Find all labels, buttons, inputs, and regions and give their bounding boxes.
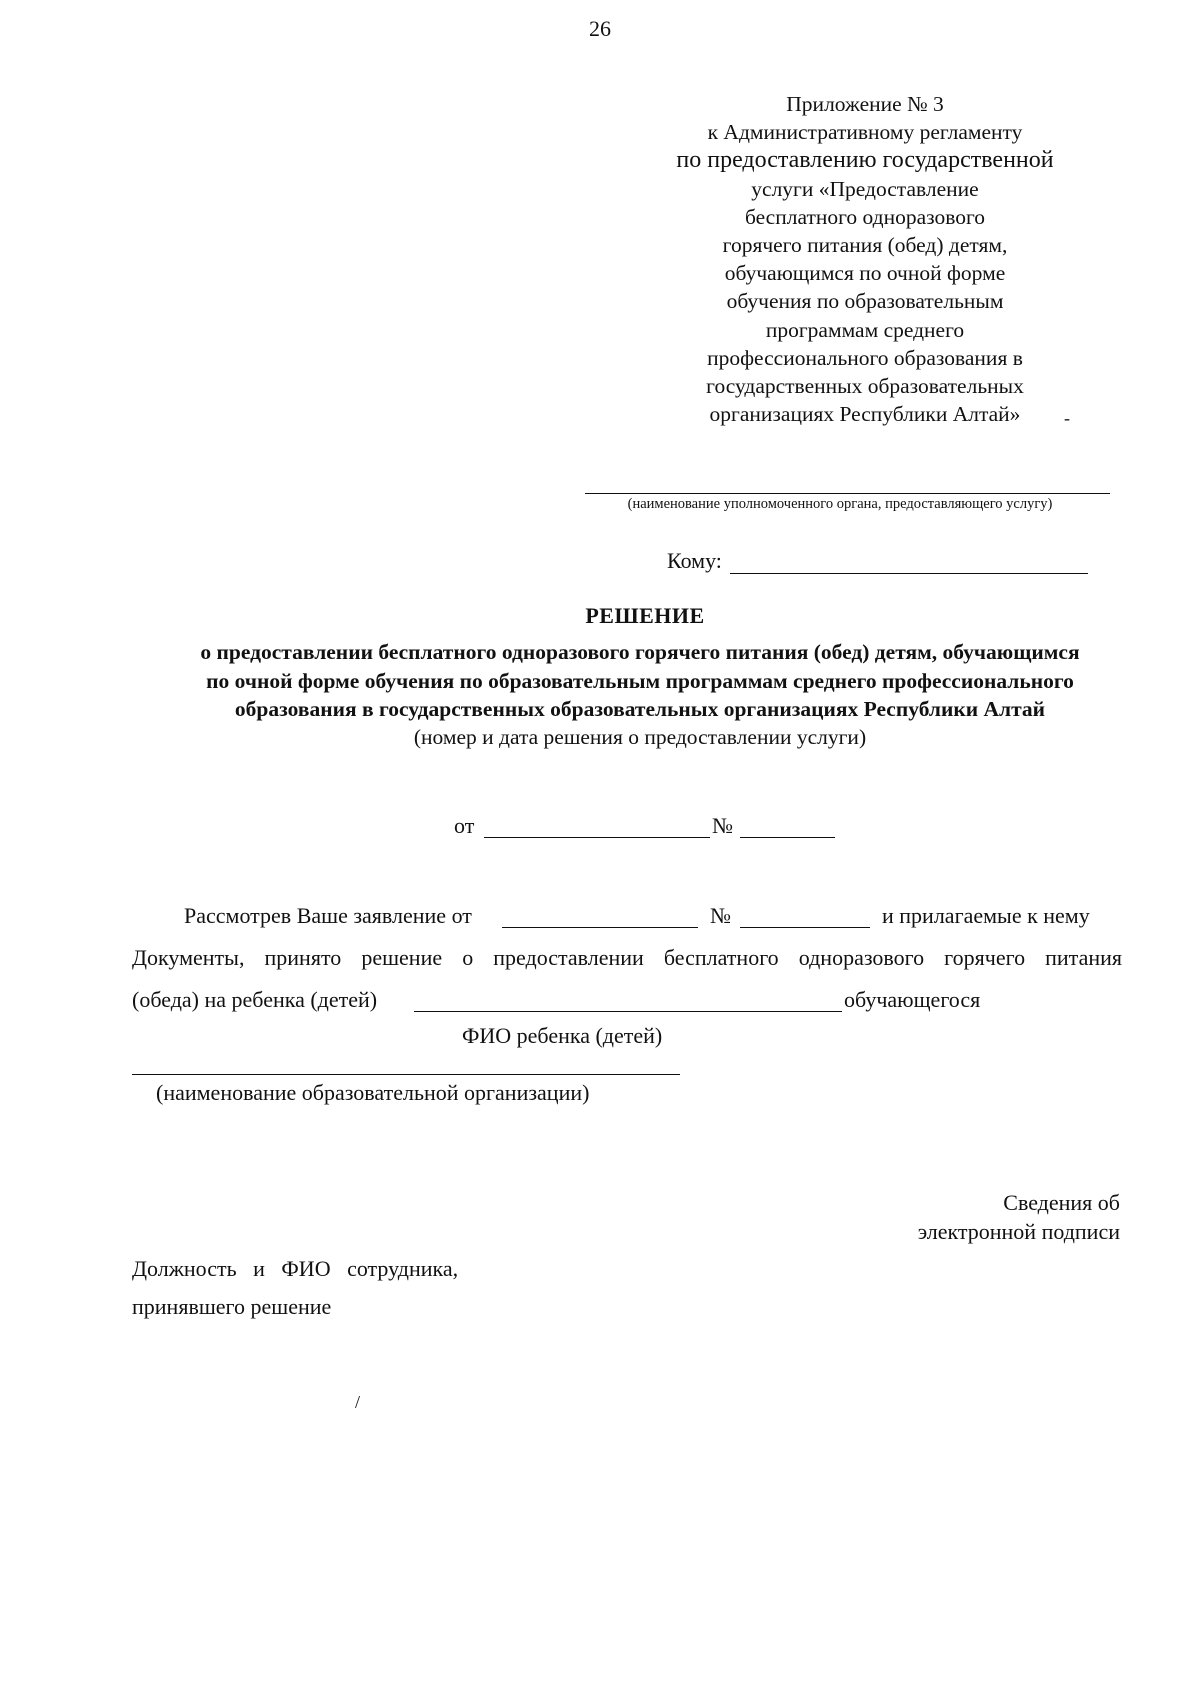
org-caption: (наименование уполномоченного органа, предоставляющего услугу): [627, 496, 1053, 512]
application-text-start: Рассмотрев Ваше заявление от: [184, 903, 472, 928]
application-date-line: [502, 927, 698, 928]
decision-subject-line: образования в государственных образовательных организациях Республики Алтай: [234, 697, 1046, 721]
appendix-line: по предоставлению государственной: [676, 147, 1054, 174]
appendix-line: программам среднего: [765, 317, 965, 342]
edu-org-caption: (наименование образовательной организации): [156, 1080, 590, 1105]
recipient-line: [730, 573, 1088, 574]
appendix-line: профессионального образования в: [707, 345, 1023, 370]
appendix-mark: -: [1064, 408, 1070, 428]
esign-line: электронной подписи: [917, 1219, 1120, 1244]
number-label: №: [712, 813, 733, 838]
appendix-line: к Административному регламенту: [707, 120, 1023, 145]
decision-number-caption: (номер и дата решения о предоставлении услуги): [413, 725, 867, 749]
child-name-line: [414, 1011, 842, 1012]
esign-line: Сведения об: [1003, 1190, 1120, 1215]
stray-mark: /: [355, 1392, 361, 1412]
esign-block: [880, 1188, 1120, 1246]
signer-line: [132, 1250, 458, 1288]
appendix-line: обучения по образовательным: [726, 289, 1004, 314]
signer-word: и: [253, 1256, 265, 1281]
decision-subject: [140, 638, 1140, 724]
edu-org-line: [132, 1074, 680, 1075]
signer-word: ФИО: [281, 1256, 331, 1281]
appendix-line: государственных образовательных: [706, 374, 1024, 399]
signer-word: Должность: [132, 1256, 237, 1281]
appendix-header: [640, 90, 1090, 428]
signer-word: сотрудника,: [347, 1256, 459, 1281]
application-text-end: и прилагаемые к нему: [882, 903, 1090, 928]
signer-block: [132, 1250, 458, 1326]
application-number-label: №: [710, 903, 731, 928]
org-name-line: [585, 493, 1110, 494]
recipient-label: Кому:: [667, 548, 722, 573]
appendix-line: Приложение № 3: [786, 92, 944, 116]
appendix-line: обучающимся по очной форме: [724, 261, 1006, 286]
child-fio-caption: ФИО ребенка (детей): [462, 1023, 663, 1048]
date-label: от: [454, 813, 475, 838]
decision-subject-line: по очной форме обучения по образовательным программам среднего профессионального: [206, 668, 1074, 693]
decision-text-line: Документы, принято решение о предоставлении бесплатного одноразового горячего питания: [132, 945, 1122, 970]
page-number: 26: [589, 16, 611, 41]
decision-date-line: [484, 837, 710, 838]
appendix-line: организациях Республики Алтай»: [709, 402, 1021, 427]
appendix-line: бесплатного одноразового: [744, 204, 986, 229]
decision-number-line: [740, 837, 835, 838]
decision-title: РЕШЕНИЕ: [585, 603, 705, 628]
appendix-line: услуги «Предоставление: [751, 176, 979, 201]
application-number-line: [740, 927, 870, 928]
child-text-end: обучающегося: [844, 987, 981, 1012]
appendix-line: горячего питания (обед) детям,: [722, 233, 1008, 258]
signer-line: принявшего решение: [132, 1294, 332, 1319]
decision-subject-line: о предоставлении бесплатного одноразового горячего питания (обед) детям, обучающимся: [200, 640, 1080, 664]
child-text-start: (обеда) на ребенка (детей): [132, 987, 378, 1012]
